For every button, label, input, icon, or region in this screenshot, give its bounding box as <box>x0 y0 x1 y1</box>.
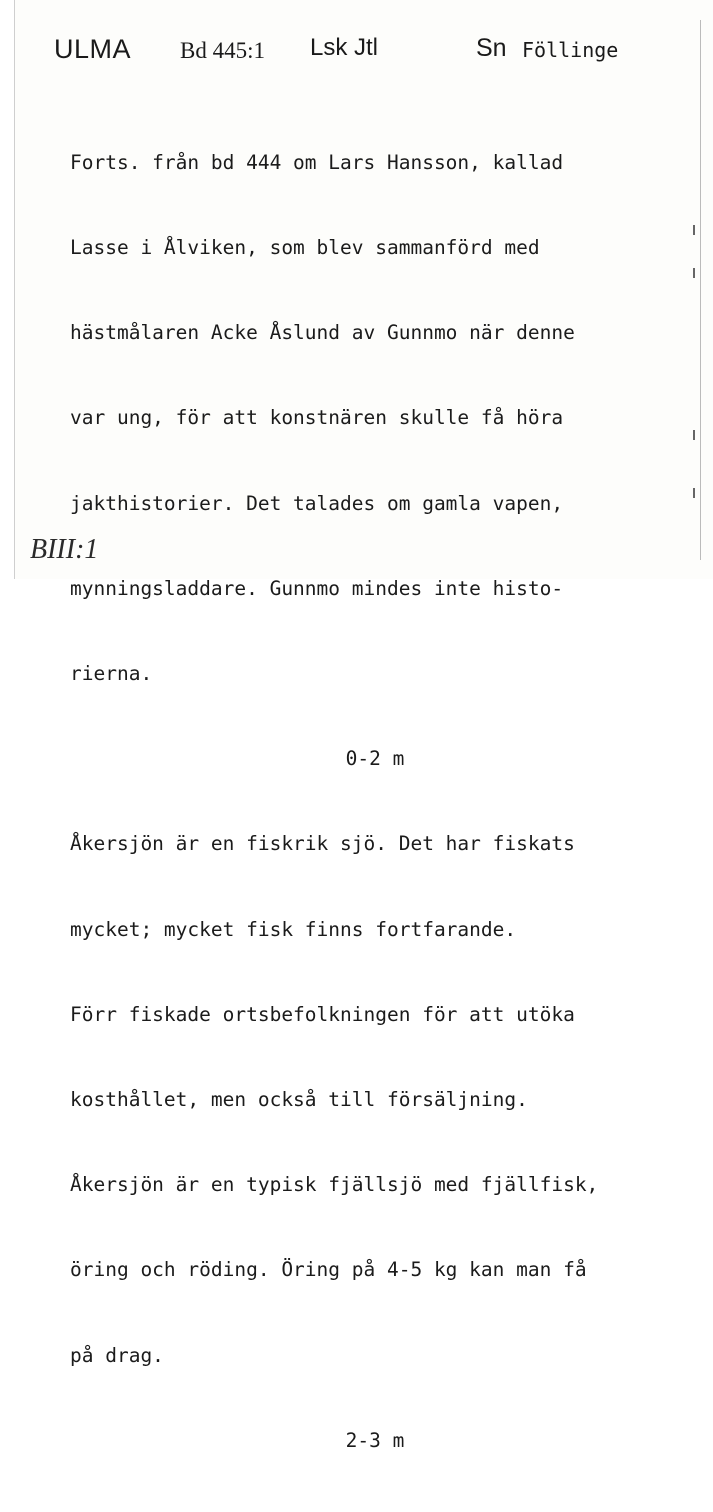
underlined-line: Förr fiskade ortsbefolkningen för att utöka <box>70 1002 575 1026</box>
body-line: jakthistorier. Det talades om gamla vapen, <box>70 491 564 515</box>
margin-tick <box>693 225 695 235</box>
body-line: hästmålaren Acke Åslund av Gunnmo när denne <box>70 321 575 345</box>
underlined-line: öring och röding. Öring på 4-5 kg kan man få <box>70 1258 587 1282</box>
header-parish: Föllinge <box>522 38 619 62</box>
header-title: ULMA <box>54 34 132 64</box>
card-body <box>70 92 680 1512</box>
margin-tick <box>693 430 695 440</box>
measure-label: 0-2 m <box>345 747 405 771</box>
underlined-line: kosthållet, men också till försäljning. <box>70 1088 528 1112</box>
card-header <box>54 34 673 74</box>
header-district: Lsk Jtl <box>310 34 379 61</box>
underlined-line: mycket; mycket fisk finns fortfarande. <box>70 917 517 941</box>
body-line: Forts. från bd 444 om Lars Hansson, kallad <box>70 150 564 174</box>
card-left-edge <box>0 0 15 579</box>
body-line: Lasse i Ålviken, som blev sammanförd med <box>70 236 540 260</box>
underlined-line: Åkersjön är en typisk fjällsjö med fjällfisk, <box>70 1173 599 1197</box>
header-sn-label: Sn <box>476 34 507 62</box>
underlined-line: Åkersjön är en fiskrik sjö. Det har fiskats <box>70 832 575 856</box>
body-line: på drag. <box>70 1343 164 1367</box>
measure-label: 2-3 m <box>345 1428 405 1452</box>
body-line: rierna. <box>70 662 153 686</box>
body-line: var ung, för att konstnären skulle få höra <box>70 406 564 430</box>
handwritten-note: BIII:1 <box>30 534 99 565</box>
margin-tick <box>693 268 695 278</box>
header-archive-ref: Bd 445:1 <box>180 38 265 63</box>
body-line: mynningsladdare. Gunnmo mindes inte histo- <box>70 576 564 600</box>
margin-tick <box>693 488 695 498</box>
card-right-edge <box>700 20 701 560</box>
